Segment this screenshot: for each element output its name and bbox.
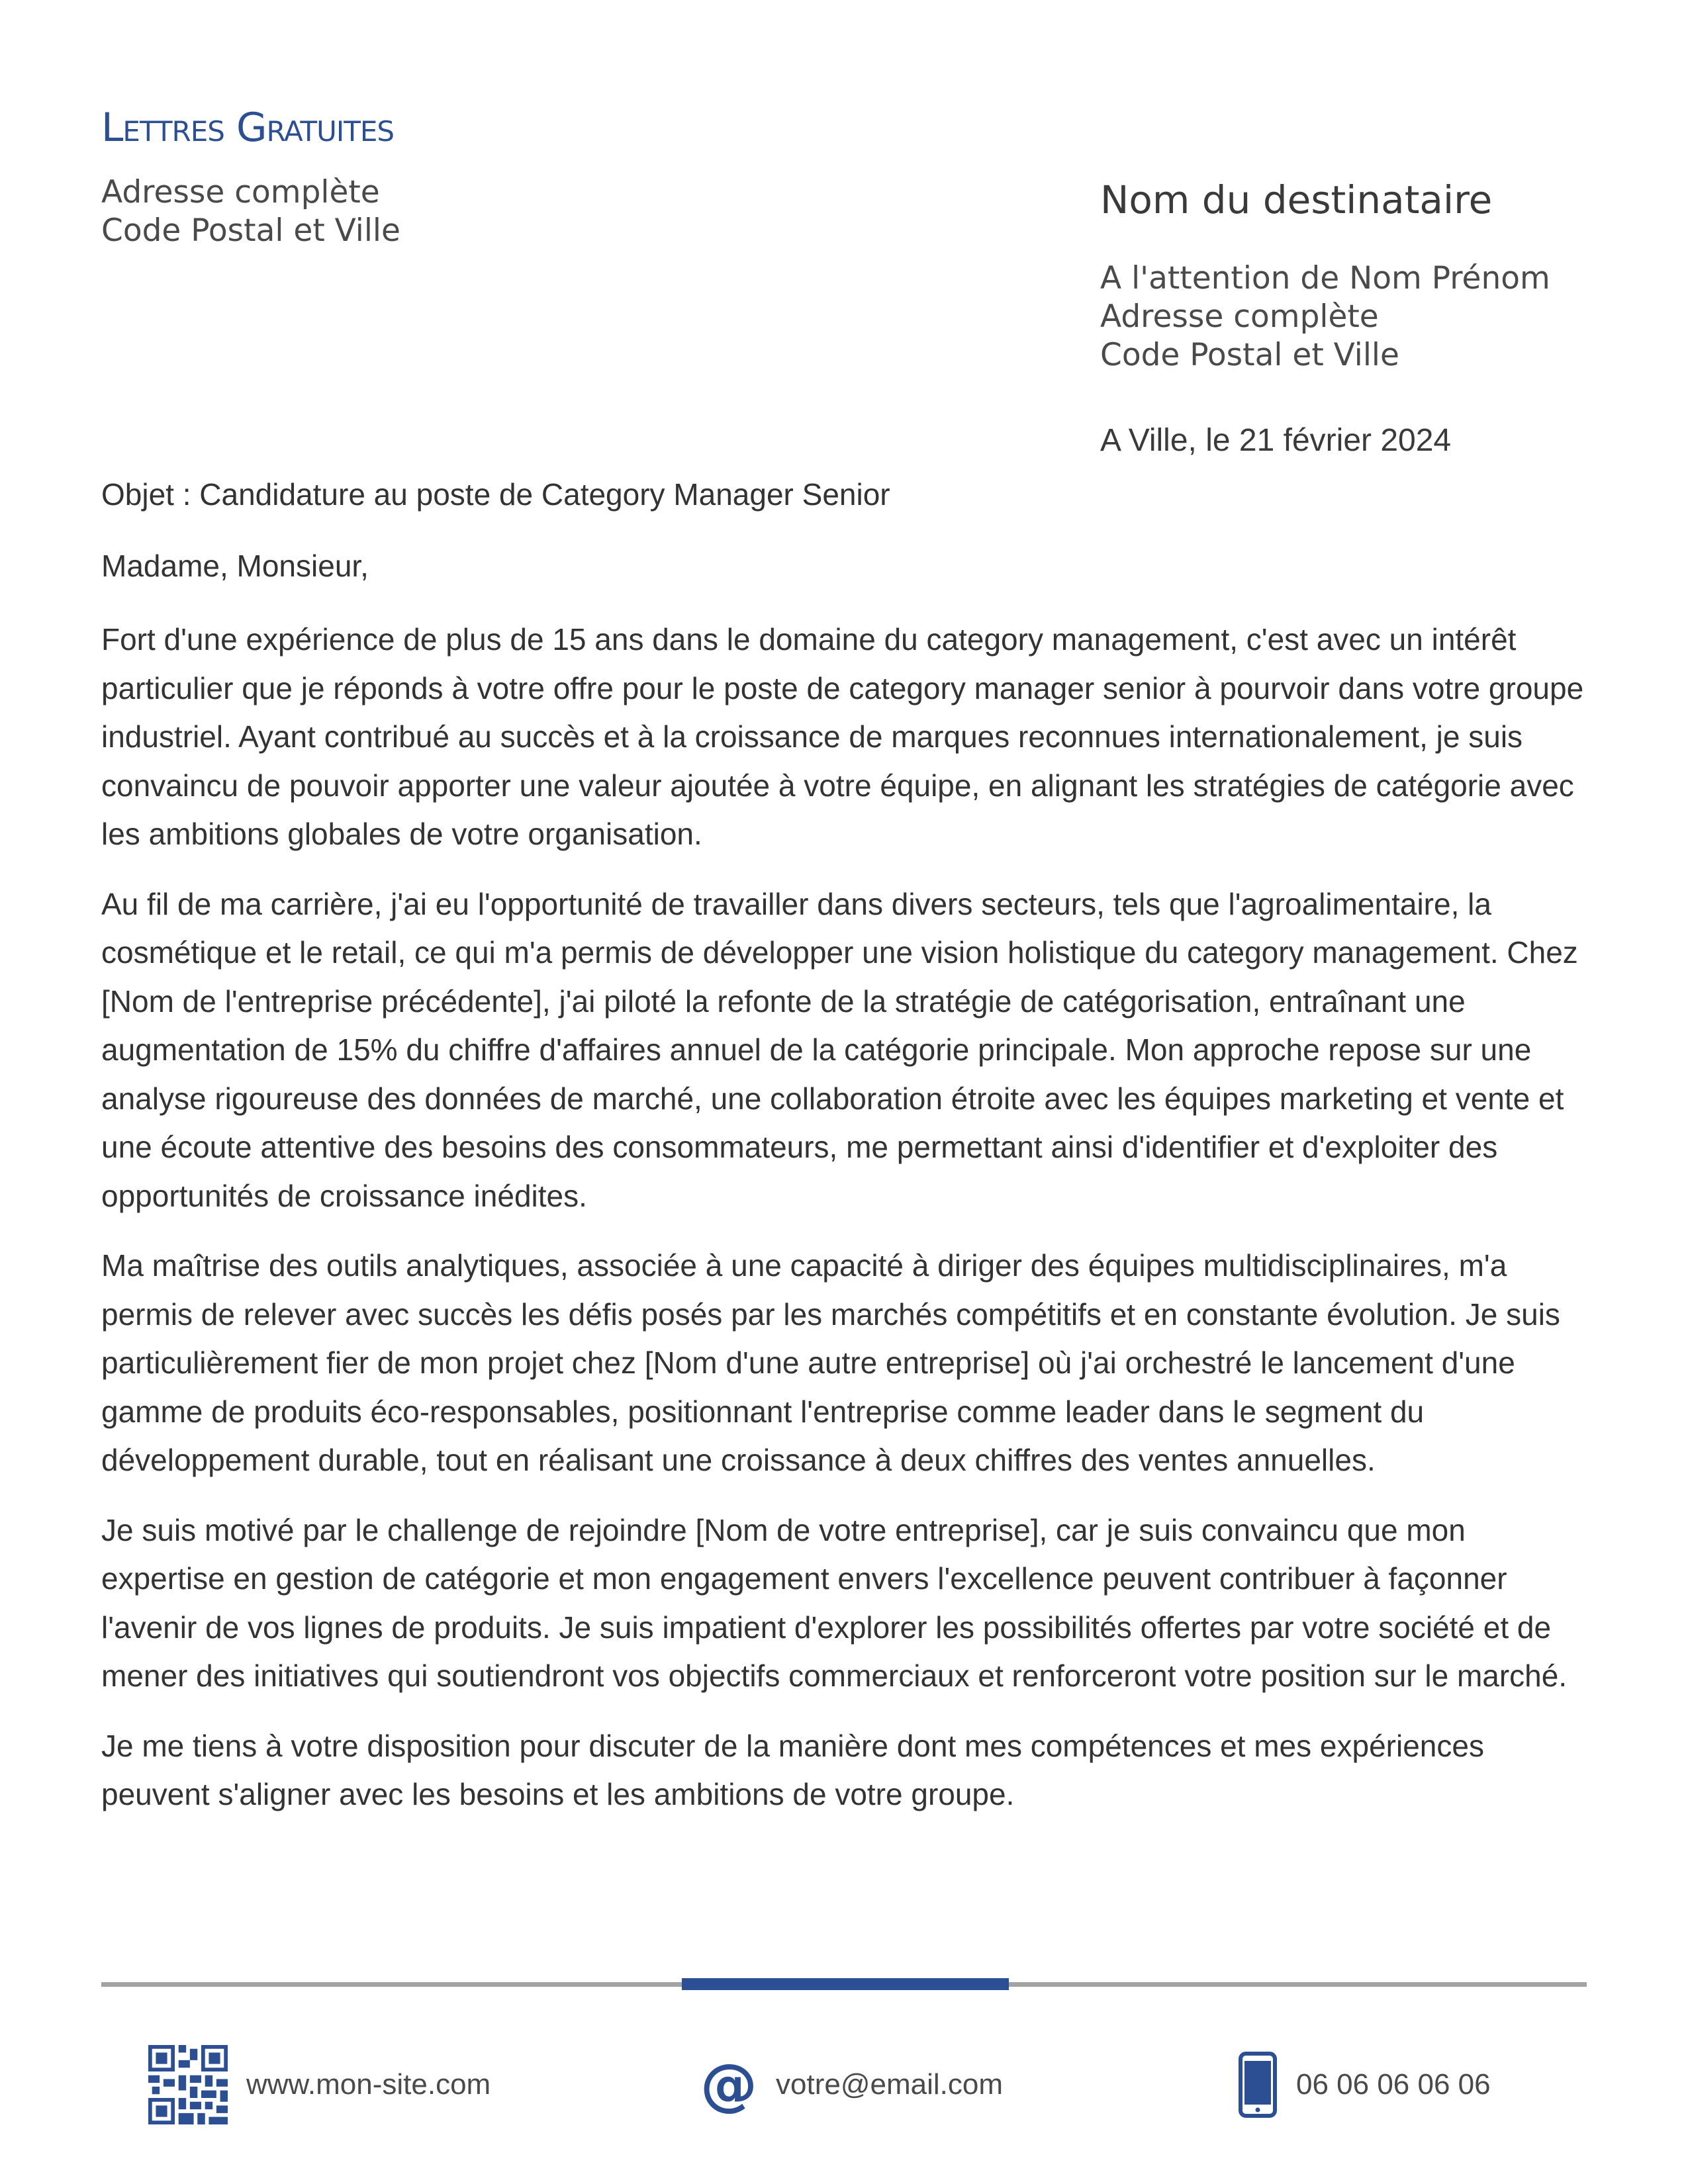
body-paragraph-3: Ma maîtrise des outils analytiques, associée à une capacité à diriger des équipes multidisciplinaires, m'a permis de relever avec succès les défis posés par les marchés compétitifs et en constante évolution. Je suis particulièrement fier de mon projet chez [Nom d'une autre entreprise] où j'ai orchestré le lancement d'une gamme de produits éco-responsables, positionnant l'entreprise comme leader dans le segment du développement durable, tout en réalisant une croissance à deux chiffres des ventes annuelles. (101, 1248, 1560, 1477)
recipient-name: Nom du destinataire (1100, 177, 1493, 222)
letter-date: A Ville, le 21 février 2024 (1100, 423, 1452, 458)
website-link[interactable]: www.mon-site.com (246, 2068, 491, 2101)
sender-city: Code Postal et Ville (101, 212, 400, 249)
brand-title: Lettres Gratuites (101, 105, 395, 151)
recipient-block (1100, 259, 1550, 375)
footer-website[interactable] (148, 2045, 491, 2124)
body-paragraph-1: Fort d'une expérience de plus de 15 ans dans le domaine du category management, c'est avec un intérêt particulier que je réponds à votre offre pour le poste de category manager senior à pourvoir dans votre groupe industriel. Ayant contribué au succès et à la croissance de marques reconnues internationalement, je suis convaincu de pouvoir apporter une valeur ajoutée à votre équipe, en alignant les stratégies de catégorie avec les ambitions globales de votre organisation. (101, 622, 1584, 851)
letter-subject: Objet : Candidature au poste de Category Manager Senior (101, 477, 890, 512)
qr-code-icon (148, 2045, 228, 2124)
body-paragraph-4: Je suis motivé par le challenge de rejoindre [Nom de votre entreprise], car je suis convaincu que mon expertise en gestion de catégorie et mon engagement envers l'excellence peuvent contribuer à façonner l'avenir de vos lignes de produits. Je suis impatient d'explorer les possibilités offertes par votre société et de mener des initiatives qui soutiendront vos objectifs commerciaux et renforceront votre position sur le marché. (101, 1512, 1568, 1693)
sender-block (101, 173, 400, 250)
footer-accent-bar (682, 1978, 1009, 1990)
at-sign-icon: @ (700, 2052, 757, 2118)
letter-body (101, 615, 1597, 1841)
recipient-city: Code Postal et Ville (1100, 337, 1399, 373)
recipient-attention: A l'attention de Nom Prénom (1100, 260, 1550, 296)
phone-number[interactable]: 06 06 06 06 06 (1296, 2068, 1491, 2101)
recipient-address: Adresse complète (1100, 298, 1379, 335)
email-link[interactable]: votre@email.com (776, 2068, 1003, 2101)
sender-address: Adresse complète (101, 174, 380, 210)
body-paragraph-2: Au fil de ma carrière, j'ai eu l'opportunité de travailler dans divers secteurs, tels que l'agroalimentaire, la cosmétique et le retail, ce qui m'a permis de développer une vision holistique du category management. Chez [Nom de l'entreprise précédente], j'ai piloté la refonte de la stratégie de catégorisation, entraînant une augmentation de 15% du chiffre d'affaires annuel de la catégorie principale. Mon approche repose sur une analyse rigoureuse des données de marché, une collaboration étroite avec les équipes marketing et vente et une écoute attentive des besoins des consommateurs, me permettant ainsi d'identifier et d'exploiter des opportunités de croissance inédites. (101, 886, 1578, 1213)
footer-phone[interactable] (1238, 2045, 1491, 2124)
smartphone-icon (1238, 2052, 1278, 2118)
body-paragraph-5: Je me tiens à votre disposition pour discuter de la manière dont mes compétences et mes expériences peuvent s'aligner avec les besoins et les ambitions de votre groupe. (101, 1728, 1484, 1811)
salutation: Madame, Monsieur, (101, 549, 369, 583)
footer-email[interactable] (700, 2045, 1003, 2124)
